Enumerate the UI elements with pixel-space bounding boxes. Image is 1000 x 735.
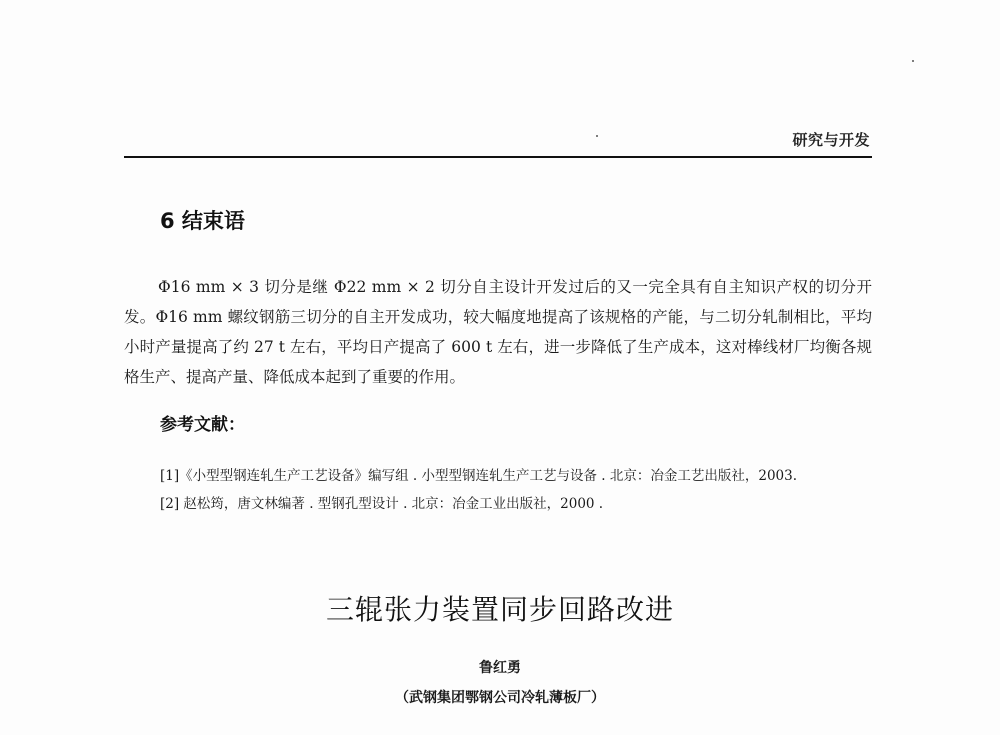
scan-speck: [912, 60, 914, 62]
reference-item-1: [1]《小型型钢连轧生产工艺设备》编写组 . 小型型钢连轧生产工艺与设备 . 北京：冶金工艺出版社，2003.: [160, 468, 798, 484]
article-author: 鲁红勇: [479, 660, 521, 676]
references-heading: 参考文献：: [160, 415, 245, 435]
header-rule: [124, 156, 872, 158]
article-affiliation: （武钢集团鄂钢公司冷轧薄板厂）: [395, 690, 605, 706]
scan-speck: [596, 135, 598, 137]
article-title: 三辊张力装置同步回路改进: [325, 593, 674, 626]
running-header-label: 研究与开发: [792, 131, 870, 149]
references-list: [160, 462, 880, 518]
conclusion-paragraph: Φ16 mm × 3 切分是继 Φ22 mm × 2 切分自主设计开发过后的又一完全具有自主知识产权的切分开发。Φ16 mm 螺纹钢筋三切分的自主开发成功，较大幅度地提高了该规格的产能，与二切分轧制相比，平均小时产量提高了约 27 t 左右，平均日产提高了 600 t 左右，进一步降低了生产成本，这对棒线材厂均衡各规格生产、提高产量、降低成本起到了重要的作用。: [124, 277, 872, 386]
reference-item-2: [2] 赵松筠，唐文林编著 . 型钢孔型设计 . 北京：冶金工业出版社，2000 .: [160, 496, 604, 512]
section-heading: 6 结束语: [160, 209, 245, 233]
